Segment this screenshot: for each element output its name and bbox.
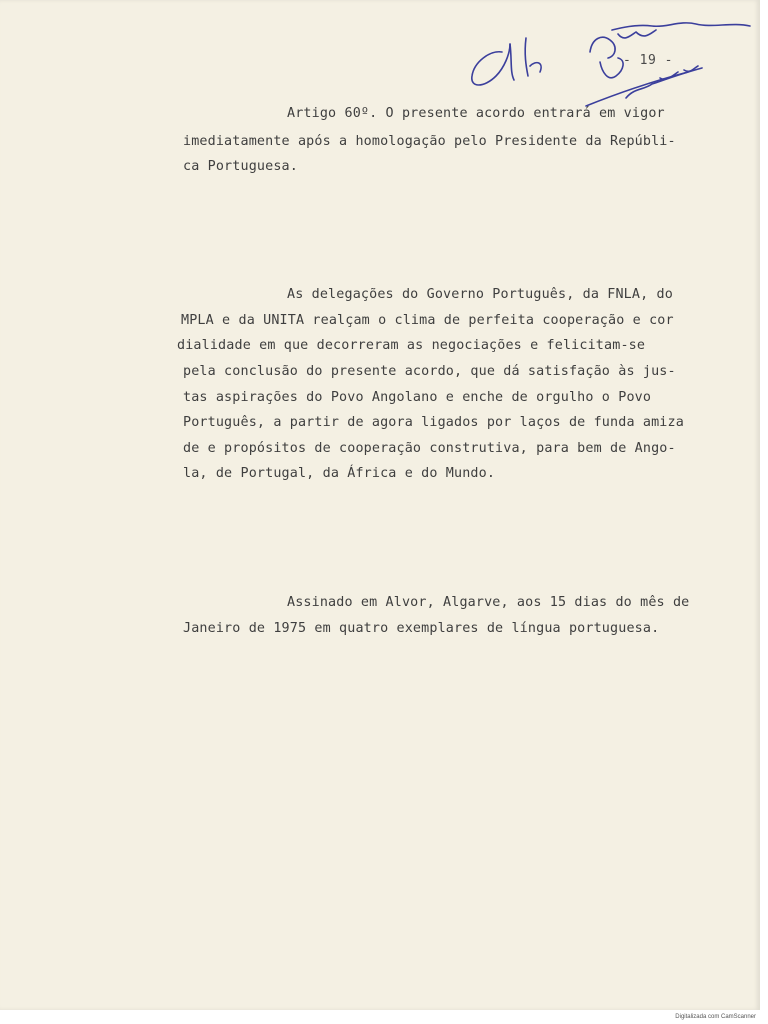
page-number: - 19 - bbox=[623, 53, 673, 68]
text-line: imediatamente após a homologação pelo Presidente da Repúbli- bbox=[183, 134, 676, 149]
text-line: MPLA e da UNITA realçam o clima de perfeita cooperação e cor bbox=[181, 313, 674, 328]
text-line: Artigo 60º. O presente acordo entrará em vigor bbox=[287, 106, 665, 121]
text-line: Janeiro de 1975 em quatro exemplares de língua portuguesa. bbox=[183, 621, 660, 636]
text-line: ca Portuguesa. bbox=[183, 159, 298, 174]
text-line: de e propósitos de cooperação construtiva, para bem de Ango- bbox=[183, 441, 676, 456]
text-line: Português, a partir de agora ligados por laços de funda amiza bbox=[183, 415, 684, 430]
text-line: tas aspirações do Povo Angolano e enche de orgulho o Povo bbox=[183, 390, 652, 405]
text-line: As delegações do Governo Português, da FNLA, do bbox=[287, 287, 673, 302]
text-line: Assinado em Alvor, Algarve, aos 15 dias do mês de bbox=[287, 595, 690, 610]
text-line: pela conclusão do presente acordo, que dá satisfação às jus- bbox=[183, 364, 676, 379]
text-line: la, de Portugal, da África e do Mundo. bbox=[183, 466, 496, 481]
handwritten-signatures bbox=[440, 10, 760, 120]
text-line: dialidade em que decorreram as negociações e felicitam-se bbox=[177, 338, 646, 353]
scanner-credit: Digitalizada com CamScanner bbox=[675, 1014, 756, 1020]
